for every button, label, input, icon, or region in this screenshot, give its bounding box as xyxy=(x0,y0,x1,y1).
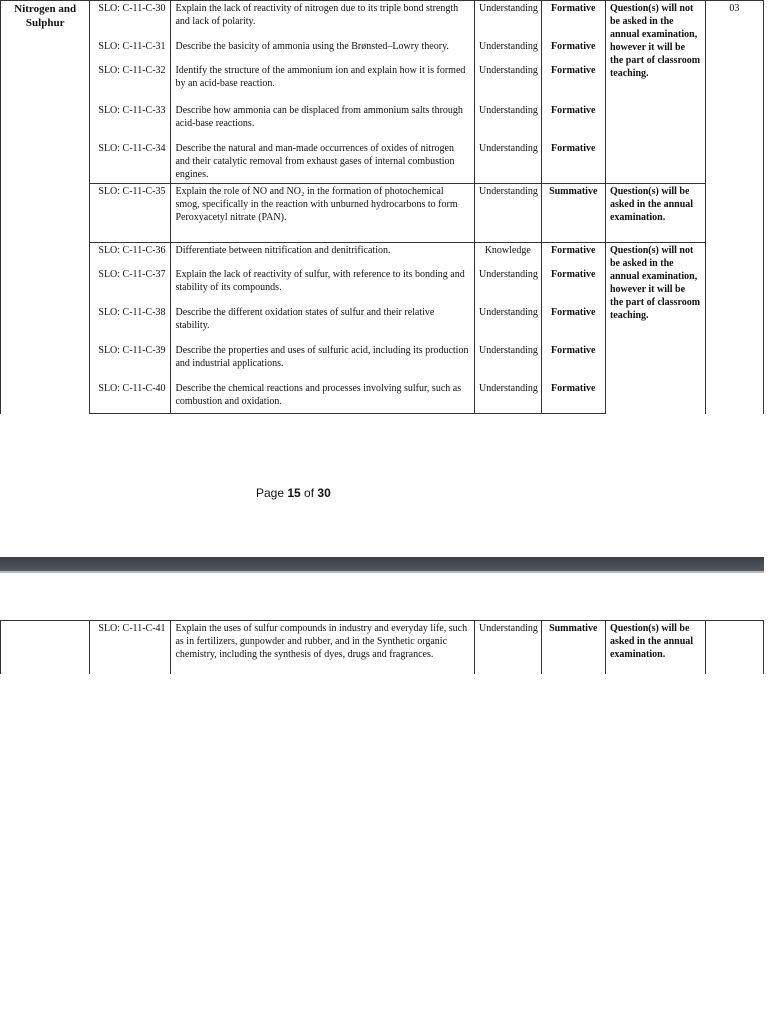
assessment-note: Question(s) will not be asked in the annual examination, however it will be the part of classroom teaching. xyxy=(605,243,705,414)
slo-table-continued xyxy=(0,620,764,674)
slo-description: Describe the basicity of ammonia using the Brønsted–Lowry theory. xyxy=(171,39,475,63)
topic-cell xyxy=(1,621,90,675)
page-break-shadow xyxy=(0,571,764,573)
slo-description: Describe how ammonia can be displaced from ammonium salts through acid-base reactions. xyxy=(171,103,475,141)
slo-description: Explain the role of NO and NO₂ in the formation of photochemical smog, specifically in the reaction with unburned hydrocarbons to form Peroxyacetyl nitrate (PAN). xyxy=(171,184,475,243)
weightage-cell xyxy=(705,621,763,675)
topic-cell: Nitrogen and Sulphur xyxy=(1,1,90,414)
page-number xyxy=(256,486,331,500)
cognitive-level: Understanding xyxy=(475,621,542,675)
slo-description: Describe the chemical reactions and processes involving sulfur, such as combustion and oxidation. xyxy=(171,381,475,414)
assessment-note: Question(s) will be asked in the annual examination. xyxy=(605,184,705,243)
slo-code: SLO: C-11-C-40 xyxy=(90,381,171,414)
slo-code: SLO: C-11-C-39 xyxy=(90,343,171,381)
slo-code: SLO: C-11-C-31 xyxy=(90,39,171,63)
slo-code: SLO: C-11-C-36 xyxy=(90,243,171,268)
slo-code: SLO: C-11-C-37 xyxy=(90,267,171,305)
assessment-type: Formative xyxy=(541,243,605,268)
table-row xyxy=(1,184,764,243)
document-page-16 xyxy=(0,620,768,674)
slo-description: Explain the lack of reactivity of sulfur, with reference to its bonding and stability of its compounds. xyxy=(171,267,475,305)
assessment-type: Formative xyxy=(541,305,605,343)
table-row xyxy=(1,621,764,675)
slo-description: Identify the structure of the ammonium ion and explain how it is formed by an acid-base reaction. xyxy=(171,63,475,103)
slo-description: Describe the natural and man-made occurrences of oxides of nitrogen and their catalytic removal from exhaust gases of internal combustion engines. xyxy=(171,141,475,184)
slo-code: SLO: C-11-C-30 xyxy=(90,1,171,40)
slo-code: SLO: C-11-C-34 xyxy=(90,141,171,184)
cognitive-level: Understanding xyxy=(475,343,542,381)
slo-description: Explain the lack of reactivity of nitrogen due to its triple bond strength and lack of polarity. xyxy=(171,1,475,40)
cognitive-level: Understanding xyxy=(475,39,542,63)
assessment-note: Question(s) will not be asked in the annual examination, however it will be the part of classroom teaching. xyxy=(605,1,705,184)
slo-code: SLO: C-11-C-38 xyxy=(90,305,171,343)
slo-code: SLO: C-11-C-35 xyxy=(90,184,171,243)
assessment-type: Formative xyxy=(541,103,605,141)
page-number-of: of xyxy=(300,486,318,500)
assessment-type: Formative xyxy=(541,343,605,381)
slo-description: Differentiate between nitrification and denitrification. xyxy=(171,243,475,268)
slo-code: SLO: C-11-C-32 xyxy=(90,63,171,103)
slo-description: Explain the uses of sulfur compounds in industry and everyday life, such as in fertilizers, gunpowder and rubber, and in the Synthetic organic chemistry, including the synthesis of dyes, drugs and fragrances. xyxy=(171,621,475,675)
cognitive-level: Knowledge xyxy=(475,243,542,268)
cognitive-level: Understanding xyxy=(475,141,542,184)
cognitive-level: Understanding xyxy=(475,267,542,305)
slo-description: Describe the properties and uses of sulfuric acid, including its production and industrial applications. xyxy=(171,343,475,381)
slo-code: SLO: C-11-C-33 xyxy=(90,103,171,141)
assessment-type: Formative xyxy=(541,63,605,103)
assessment-type: Formative xyxy=(541,1,605,40)
page-number-prefix: Page xyxy=(256,486,288,500)
table-row xyxy=(1,243,764,268)
assessment-type: Formative xyxy=(541,267,605,305)
assessment-type: Summative xyxy=(541,621,605,675)
slo-table xyxy=(0,0,764,414)
weightage-cell: 03 xyxy=(705,1,763,414)
assessment-type: Summative xyxy=(541,184,605,243)
assessment-note: Question(s) will be asked in the annual examination. xyxy=(605,621,705,675)
assessment-type: Formative xyxy=(541,39,605,63)
assessment-type: Formative xyxy=(541,141,605,184)
page-number-total: 30 xyxy=(317,486,331,500)
slo-code: SLO: C-11-C-41 xyxy=(90,621,171,675)
table-row xyxy=(1,1,764,40)
page-break-divider xyxy=(0,557,764,571)
cognitive-level: Understanding xyxy=(475,184,542,243)
document-page-15 xyxy=(0,0,768,450)
cognitive-level: Understanding xyxy=(475,1,542,40)
cognitive-level: Understanding xyxy=(475,381,542,414)
cognitive-level: Understanding xyxy=(475,103,542,141)
assessment-type: Formative xyxy=(541,381,605,414)
slo-description: Describe the different oxidation states of sulfur and their relative stability. xyxy=(171,305,475,343)
cognitive-level: Understanding xyxy=(475,305,542,343)
cognitive-level: Understanding xyxy=(475,63,542,103)
page-number-current: 15 xyxy=(287,486,301,500)
